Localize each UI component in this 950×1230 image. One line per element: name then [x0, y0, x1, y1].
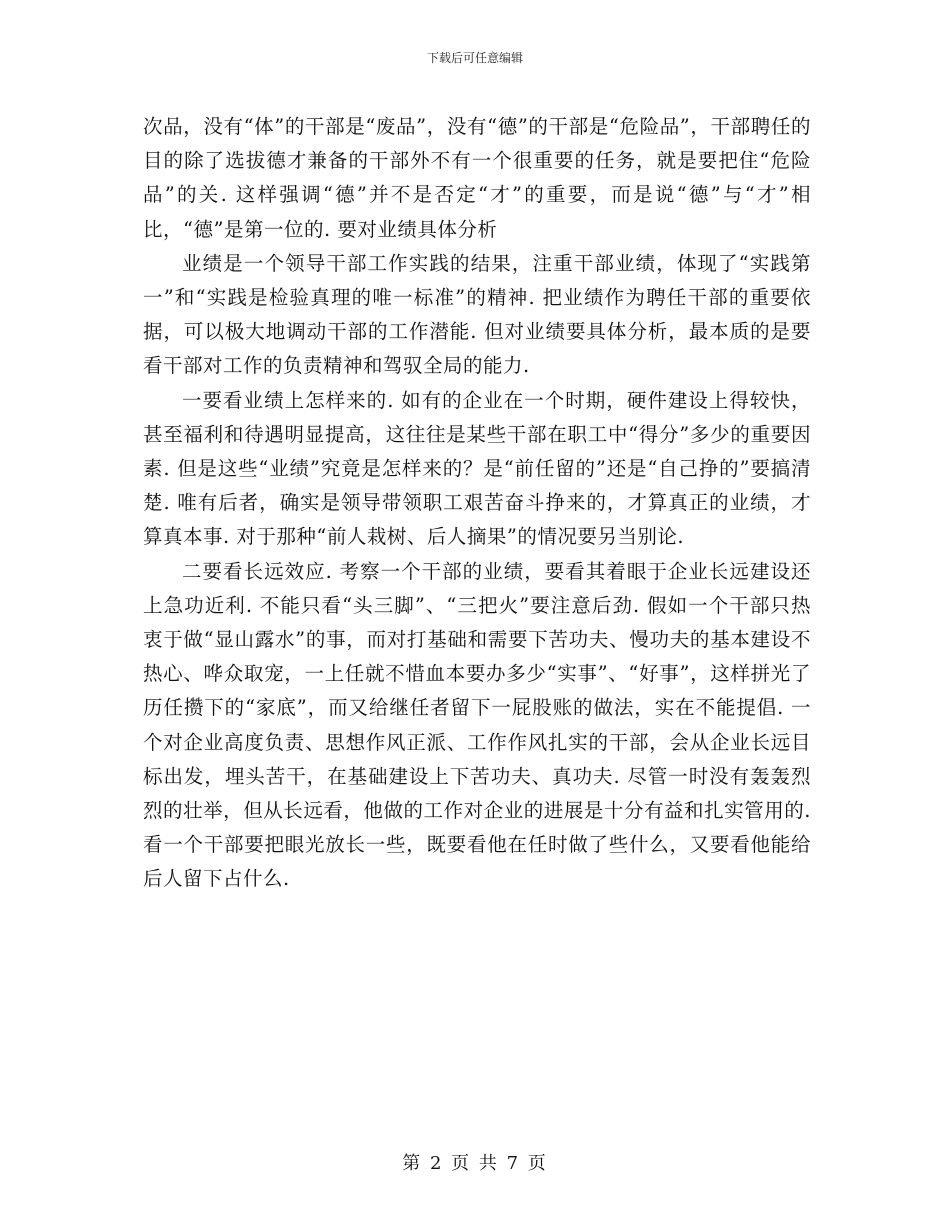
page-header — [0, 50, 950, 66]
paragraph-3: 一要看业绩上怎样来的. 如有的企业在一个时期，硬件建设上得较快，甚至福利和待遇明显提高，这往往是某些干部在职工中“得分”多少的重要因素. 但是这些“业绩”究竟是怎样来的？是“前任留的”还是“自己挣的”要搞清楚. 唯有后者，确实是领导带领职工艰苦奋斗挣来的，才算真正的业绩，才算真本事. 对于那种“前人栽树、后人摘果”的情况要另当别论. — [143, 388, 811, 549]
header-text: 下载后可任意编辑 — [426, 51, 523, 65]
page-number: 第 2 页 共 7 页 — [402, 1153, 548, 1174]
document-body — [143, 110, 811, 897]
paragraph-2: 业绩是一个领导干部工作实践的结果，注重干部业绩，体现了“实践第一”和“实践是检验真理的唯一标准”的精神. 把业绩作为聘任干部的重要依据，可以极大地调动干部的工作潜能. 但对业绩要具体分析，最本质的是要看干部对工作的负责精神和驾驭全局的能力. — [143, 251, 811, 378]
paragraph-4: 二要看长远效应. 考察一个干部的业绩，要看其着眼于企业长远建设还上急功近利. 不能只看“头三脚”、“三把火”要注意后劲. 假如一个干部只热衷于做“显山露水”的事，而对打基础和需要下苦功夫、慢功夫的基本建设不热心、哗众取宠，一上任就不惜血本要办多少“实事”、“好事”，这样拼光了历任攒下的“家底”，而又给继任者留下一屁股账的做法，实在不能提倡. 一个对企业高度负责、思想作风正派、工作作风扎实的干部，会从企业长远目标出发，埋头苦干，在基础建设上下苦功夫、真功夫. 尽管一时没有轰轰烈烈的壮举，但从长远看，他做的工作对企业的进展是十分有益和扎实管用的. 看一个干部要把眼光放长一些，既要看他在任时做了些什么，又要看他能给后人留下占什么. — [143, 559, 811, 891]
page-footer — [0, 1152, 950, 1176]
paragraph-1: 次品，没有“体”的干部是“废品”，没有“德”的干部是“危险品”，干部聘任的目的除了选拔德才兼备的干部外不有一个很重要的任务，就是要把住“危险品”的关. 这样强调“德”并不是否定“才”的重要，而是说“德”与“才”相比，“德”是第一位的. 要对业绩具体分析 — [143, 115, 811, 241]
